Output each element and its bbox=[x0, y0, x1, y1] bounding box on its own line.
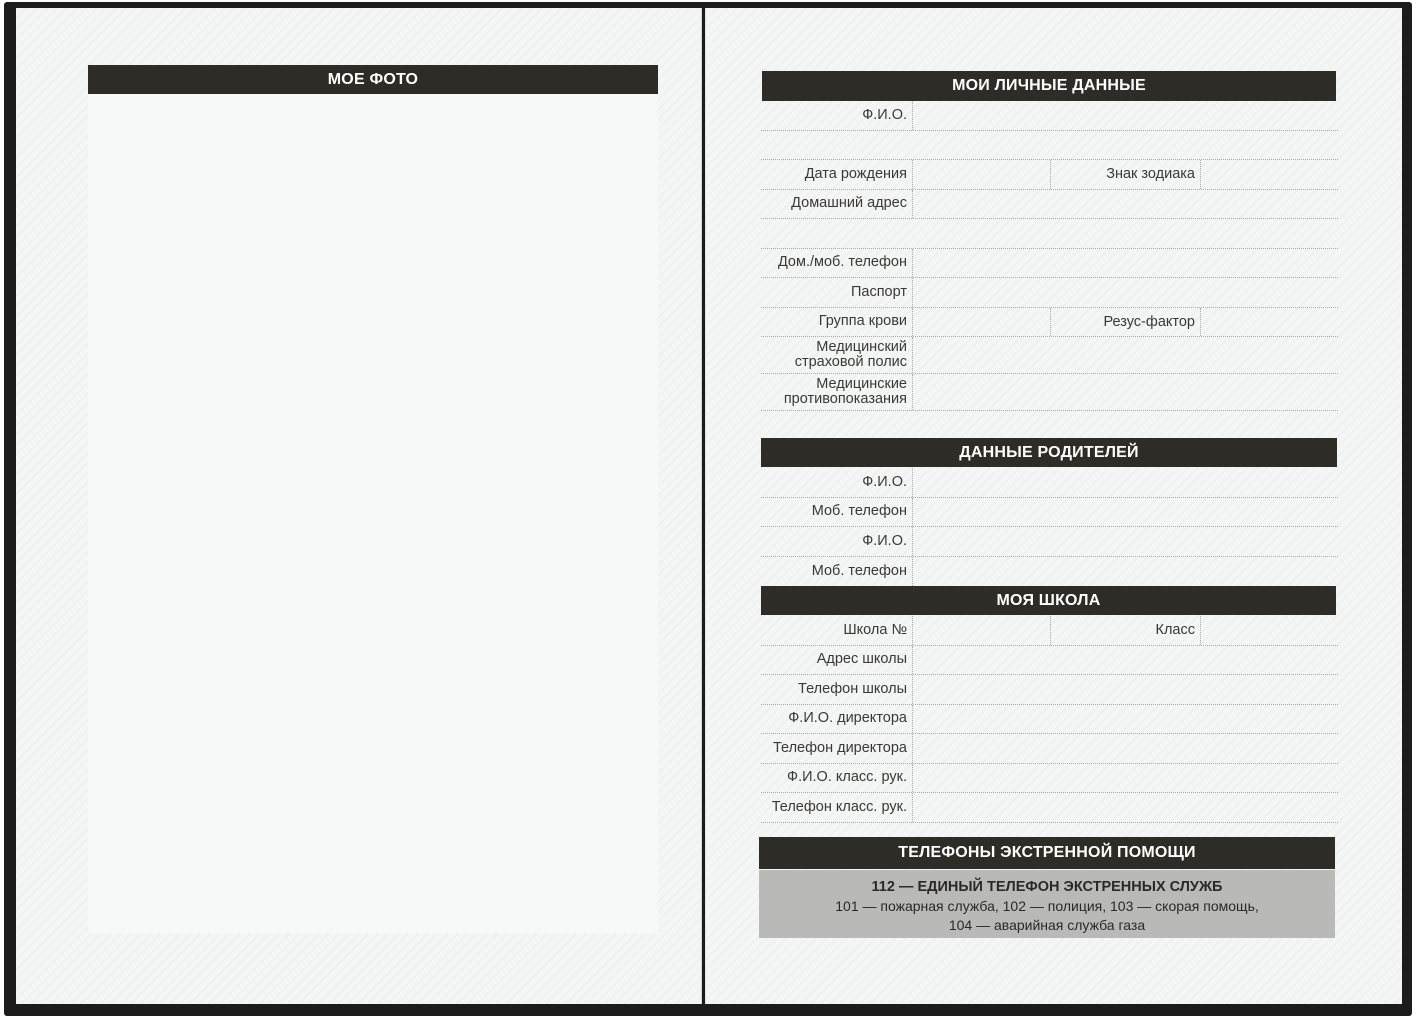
emergency-services-line-1: 101 — пожарная служба, 102 — полиция, 103 — скорая помощь, bbox=[835, 898, 1259, 914]
school-table bbox=[761, 616, 1338, 823]
form-row-home-address-continued bbox=[761, 219, 1338, 249]
parent-mobile-field-1[interactable] bbox=[914, 498, 1338, 527]
form-row-contraindications bbox=[761, 374, 1338, 411]
field-label: Дом./моб. телефон bbox=[761, 249, 913, 278]
field-label: Телефон класс. рук. bbox=[761, 793, 913, 822]
field-label: Паспорт bbox=[761, 278, 913, 307]
form-row-parent-fio-2 bbox=[761, 527, 1338, 557]
field-label: Ф.И.О. директора bbox=[761, 705, 913, 734]
home-address-field[interactable] bbox=[914, 190, 1338, 219]
photo-area[interactable] bbox=[88, 94, 658, 934]
form-row-parent-mobile-1 bbox=[761, 498, 1338, 528]
field-label: Домашний адрес bbox=[761, 190, 913, 219]
field-label: Ф.И.О. bbox=[761, 468, 913, 497]
parent-fio-field-1[interactable] bbox=[914, 468, 1338, 497]
passport-field[interactable] bbox=[914, 278, 1338, 307]
personal-data-table bbox=[761, 101, 1338, 411]
form-row-fio bbox=[761, 101, 1338, 131]
field-label: Знак зодиака bbox=[1051, 160, 1201, 189]
form-row-blood-group bbox=[761, 308, 1338, 338]
field-label: Медицинский страховой полис bbox=[761, 337, 913, 373]
contraindications-field[interactable] bbox=[914, 374, 1338, 410]
fio-field[interactable] bbox=[914, 101, 1338, 130]
phone-field[interactable] bbox=[914, 249, 1338, 278]
school-phone-field[interactable] bbox=[914, 675, 1338, 704]
director-fio-field[interactable] bbox=[914, 705, 1338, 734]
field-label: Ф.И.О. bbox=[761, 527, 913, 556]
school-header: МОЯ ШКОЛА bbox=[761, 586, 1336, 615]
field-label: Ф.И.О. класс. рук. bbox=[761, 764, 913, 793]
field-label: Телефон директора bbox=[761, 734, 913, 763]
birth-date-field[interactable] bbox=[914, 160, 1051, 189]
form-row-school-address bbox=[761, 646, 1338, 676]
form-row-teacher-phone bbox=[761, 793, 1338, 823]
form-row-birth-date bbox=[761, 160, 1338, 190]
form-row-passport bbox=[761, 278, 1338, 308]
field-label: Адрес школы bbox=[761, 646, 913, 675]
photo-header: МОЕ ФОТО bbox=[88, 65, 658, 94]
teacher-phone-field[interactable] bbox=[914, 793, 1338, 822]
form-row-director-fio bbox=[761, 705, 1338, 735]
teacher-fio-field[interactable] bbox=[914, 764, 1338, 793]
school-address-field[interactable] bbox=[914, 646, 1338, 675]
blood-group-field[interactable] bbox=[914, 308, 1051, 337]
form-row-phone bbox=[761, 249, 1338, 279]
form-row-teacher-fio bbox=[761, 764, 1338, 794]
form-row-school-no bbox=[761, 616, 1338, 646]
right-page bbox=[705, 8, 1402, 1004]
field-label: Моб. телефон bbox=[761, 557, 913, 587]
parent-fio-field-2[interactable] bbox=[914, 527, 1338, 556]
field-label-empty bbox=[761, 219, 913, 248]
insurance-field[interactable] bbox=[914, 337, 1338, 373]
school-no-field[interactable] bbox=[914, 616, 1051, 645]
field-label: Класс bbox=[1051, 616, 1201, 645]
parents-header: ДАННЫЕ РОДИТЕЛЕЙ bbox=[761, 438, 1337, 467]
emergency-services-line-2: 104 — аварийная служба газа bbox=[948, 917, 1146, 933]
emergency-main-number: 112 — ЕДИНЫЙ ТЕЛЕФОН ЭКСТРЕННЫХ СЛУЖБ bbox=[871, 879, 1223, 895]
personal-data-header: МОИ ЛИЧНЫЕ ДАННЫЕ bbox=[762, 71, 1336, 101]
left-page bbox=[16, 8, 702, 1004]
emergency-info bbox=[759, 870, 1335, 938]
rhesus-field[interactable] bbox=[1202, 308, 1338, 337]
parent-mobile-field-2[interactable] bbox=[914, 557, 1338, 587]
form-row-school-phone bbox=[761, 675, 1338, 705]
field-label-empty bbox=[761, 131, 913, 160]
class-field[interactable] bbox=[1202, 616, 1338, 645]
field-label: Школа № bbox=[761, 616, 913, 645]
fio-field-line-2[interactable] bbox=[914, 131, 1338, 160]
parents-table bbox=[761, 468, 1338, 586]
field-label: Медицинские противопоказания bbox=[761, 374, 913, 410]
form-row-parent-mobile-2 bbox=[761, 557, 1338, 587]
field-label: Группа крови bbox=[761, 308, 913, 337]
field-label: Телефон школы bbox=[761, 675, 913, 704]
field-label: Резус-фактор bbox=[1051, 308, 1201, 337]
field-label: Ф.И.О. bbox=[761, 101, 913, 130]
field-label: Моб. телефон bbox=[761, 498, 913, 527]
form-row-home-address bbox=[761, 190, 1338, 220]
form-row-parent-fio-1 bbox=[761, 468, 1338, 498]
form-row-director-phone bbox=[761, 734, 1338, 764]
zodiac-field[interactable] bbox=[1202, 160, 1338, 189]
form-row-insurance bbox=[761, 337, 1338, 374]
home-address-field-line-2[interactable] bbox=[914, 219, 1338, 248]
emergency-header: ТЕЛЕФОНЫ ЭКСТРЕННОЙ ПОМОЩИ bbox=[759, 837, 1335, 869]
field-label: Дата рождения bbox=[761, 160, 913, 189]
form-row-fio-continued bbox=[761, 131, 1338, 161]
director-phone-field[interactable] bbox=[914, 734, 1338, 763]
